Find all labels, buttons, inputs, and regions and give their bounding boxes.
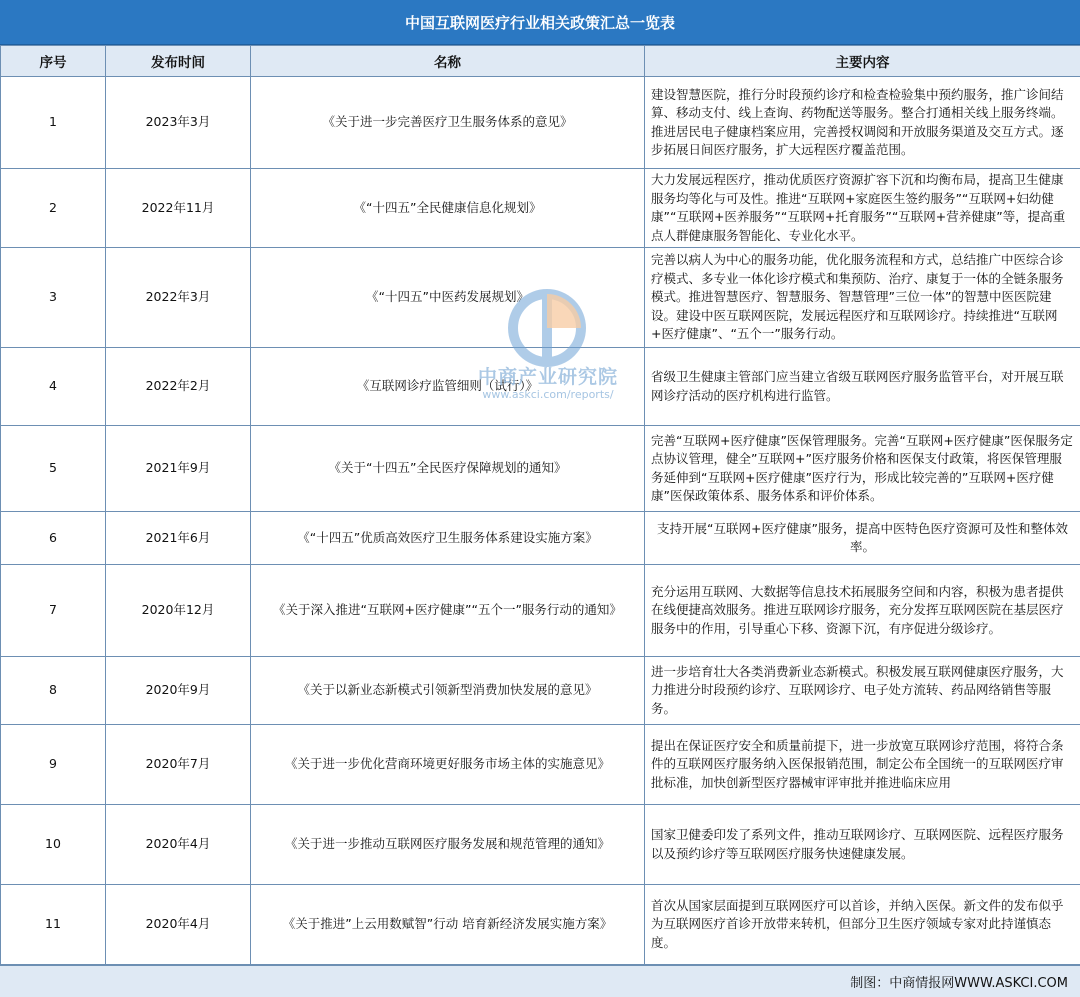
watermark-url: www.askci.com/reports/ bbox=[458, 388, 638, 401]
policy-table bbox=[0, 45, 1080, 965]
cell-content: 提出在保证医疗安全和质量前提下，进一步放宽互联网诊疗范围，将符合条件的互联网医疗服务纳入医保报销范围，制定公布全国统一的互联网医疗审批标准，加快创新型医疗器械审评审批并推进临床应用 bbox=[645, 725, 1080, 805]
header-row bbox=[1, 46, 1080, 77]
cell-date: 2020年12月 bbox=[106, 565, 251, 657]
cell-no: 4 bbox=[1, 348, 106, 426]
cell-no: 7 bbox=[1, 565, 106, 657]
table-row bbox=[1, 77, 1080, 169]
cell-content: 国家卫健委印发了系列文件，推动互联网诊疗、互联网医院、远程医疗服务以及预约诊疗等互联网医疗服务快速健康发展。 bbox=[645, 805, 1080, 885]
cell-no: 9 bbox=[1, 725, 106, 805]
table-title: 中国互联网医疗行业相关政策汇总一览表 bbox=[0, 0, 1080, 45]
cell-content: 省级卫生健康主管部门应当建立省级互联网医疗服务监管平台，对开展互联网诊疗活动的医疗机构进行监管。 bbox=[645, 348, 1080, 426]
table-row bbox=[1, 657, 1080, 725]
cell-no: 11 bbox=[1, 885, 106, 965]
cell-content: 进一步培育壮大各类消费新业态新模式。积极发展互联网健康医疗服务，大力推进分时段预约诊疗、互联网诊疗、电子处方流转、药品网络销售等服务。 bbox=[645, 657, 1080, 725]
cell-content: 大力发展远程医疗，推动优质医疗资源扩容下沉和均衡布局，提高卫生健康服务均等化与可及性。推进“互联网+家庭医生签约服务”“互联网+妇幼健康”“互联网+医养服务”“互联网+托育服务”“互联网+营养健康”等，提高重点人群健康服务智能化、专业化水平。 bbox=[645, 169, 1080, 248]
table-row bbox=[1, 348, 1080, 426]
cell-date: 2022年3月 bbox=[106, 248, 251, 348]
cell-date: 2022年2月 bbox=[106, 348, 251, 426]
column-header-name: 名称 bbox=[251, 46, 645, 77]
cell-name: 《关于进一步推动互联网医疗服务发展和规范管理的通知》 bbox=[251, 805, 645, 885]
column-header-no: 序号 bbox=[1, 46, 106, 77]
source-footer bbox=[0, 965, 1080, 997]
cell-name: 《“十四五”优质高效医疗卫生服务体系建设实施方案》 bbox=[251, 512, 645, 565]
cell-content: 完善“互联网+医疗健康”医保管理服务。完善“互联网+医疗健康”医保服务定点协议管理，健全”互联网+”医疗服务价格和医保支付政策，将医保管理服务延伸到“互联网+医疗健康”医疗行为，形成比较完善的”互联网+医疗健康”医保政策体系、服务体系和评价体系。 bbox=[645, 426, 1080, 512]
cell-name: 《“十四五”中医药发展规划》 bbox=[251, 248, 645, 348]
cell-no: 10 bbox=[1, 805, 106, 885]
column-header-date: 发布时间 bbox=[106, 46, 251, 77]
cell-name: 《关于进一步优化营商环境更好服务市场主体的实施意见》 bbox=[251, 725, 645, 805]
table-row bbox=[1, 725, 1080, 805]
cell-name: 《“十四五”全民健康信息化规划》 bbox=[251, 169, 645, 248]
cell-date: 2020年7月 bbox=[106, 725, 251, 805]
cell-content: 支持开展“互联网+医疗健康”服务，提高中医特色医疗资源可及性和整体效率。 bbox=[645, 512, 1080, 565]
cell-name: 《关于进一步完善医疗卫生服务体系的意见》 bbox=[251, 77, 645, 169]
cell-name: 《关于以新业态新模式引领新型消费加快发展的意见》 bbox=[251, 657, 645, 725]
cell-name: 《关于“十四五”全民医疗保障规划的通知》 bbox=[251, 426, 645, 512]
cell-date: 2020年4月 bbox=[106, 805, 251, 885]
cell-content: 充分运用互联网、大数据等信息技术拓展服务空间和内容，积极为患者提供在线便捷高效服务。推进互联网诊疗服务，充分发挥互联网医院在基层医疗服务中的作用，引导重心下移、资源下沉，有序促进分级诊疗。 bbox=[645, 565, 1080, 657]
cell-date: 2020年4月 bbox=[106, 885, 251, 965]
table-row bbox=[1, 426, 1080, 512]
table-row bbox=[1, 805, 1080, 885]
cell-date: 2021年9月 bbox=[106, 426, 251, 512]
cell-no: 6 bbox=[1, 512, 106, 565]
table-row bbox=[1, 885, 1080, 965]
cell-date: 2022年11月 bbox=[106, 169, 251, 248]
cell-name: 《关于推进”上云用数赋智”行动 培育新经济发展实施方案》 bbox=[251, 885, 645, 965]
cell-no: 8 bbox=[1, 657, 106, 725]
table-row bbox=[1, 169, 1080, 248]
cell-content: 建设智慧医院，推行分时段预约诊疗和检查检验集中预约服务，推广诊间结算、移动支付、线上查询、药物配送等服务。整合打通相关线上服务终端。推进居民电子健康档案应用，完善授权调阅和开放服务渠道及交互方式。逐步拓展日间医疗服务，扩大远程医疗覆盖范围。 bbox=[645, 77, 1080, 169]
table-row bbox=[1, 565, 1080, 657]
source-credit: 制图：中商情报网WWW.ASKCI.COM bbox=[850, 972, 1068, 991]
column-header-content: 主要内容 bbox=[645, 46, 1080, 77]
cell-no: 1 bbox=[1, 77, 106, 169]
cell-no: 5 bbox=[1, 426, 106, 512]
cell-date: 2023年3月 bbox=[106, 77, 251, 169]
cell-name: 《关于深入推进“互联网+医疗健康”“五个一”服务行动的通知》 bbox=[251, 565, 645, 657]
cell-date: 2020年9月 bbox=[106, 657, 251, 725]
cell-no: 2 bbox=[1, 169, 106, 248]
cell-name: 《互联网诊疗监管细则（试行）》 bbox=[251, 348, 645, 426]
table-row bbox=[1, 512, 1080, 565]
table-row bbox=[1, 248, 1080, 348]
watermark-name: 中商产业研究院 bbox=[458, 362, 638, 389]
cell-content: 首次从国家层面提到互联网医疗可以首诊，并纳入医保。新文件的发布似乎为互联网医疗首诊开放带来转机，但部分卫生医疗领域专家对此持谨慎态度。 bbox=[645, 885, 1080, 965]
cell-no: 3 bbox=[1, 248, 106, 348]
cell-content: 完善以病人为中心的服务功能，优化服务流程和方式，总结推广中医综合诊疗模式、多专业一体化诊疗模式和集预防、治疗、康复于一体的全链条服务模式。推进智慧医疗、智慧服务、智慧管理”三位一体”的智慧中医医院建设。建设中医互联网医院，发展远程医疗和互联网诊疗。持续推进“互联网+医疗健康”、“五个一”服务行动。 bbox=[645, 248, 1080, 348]
cell-date: 2021年6月 bbox=[106, 512, 251, 565]
